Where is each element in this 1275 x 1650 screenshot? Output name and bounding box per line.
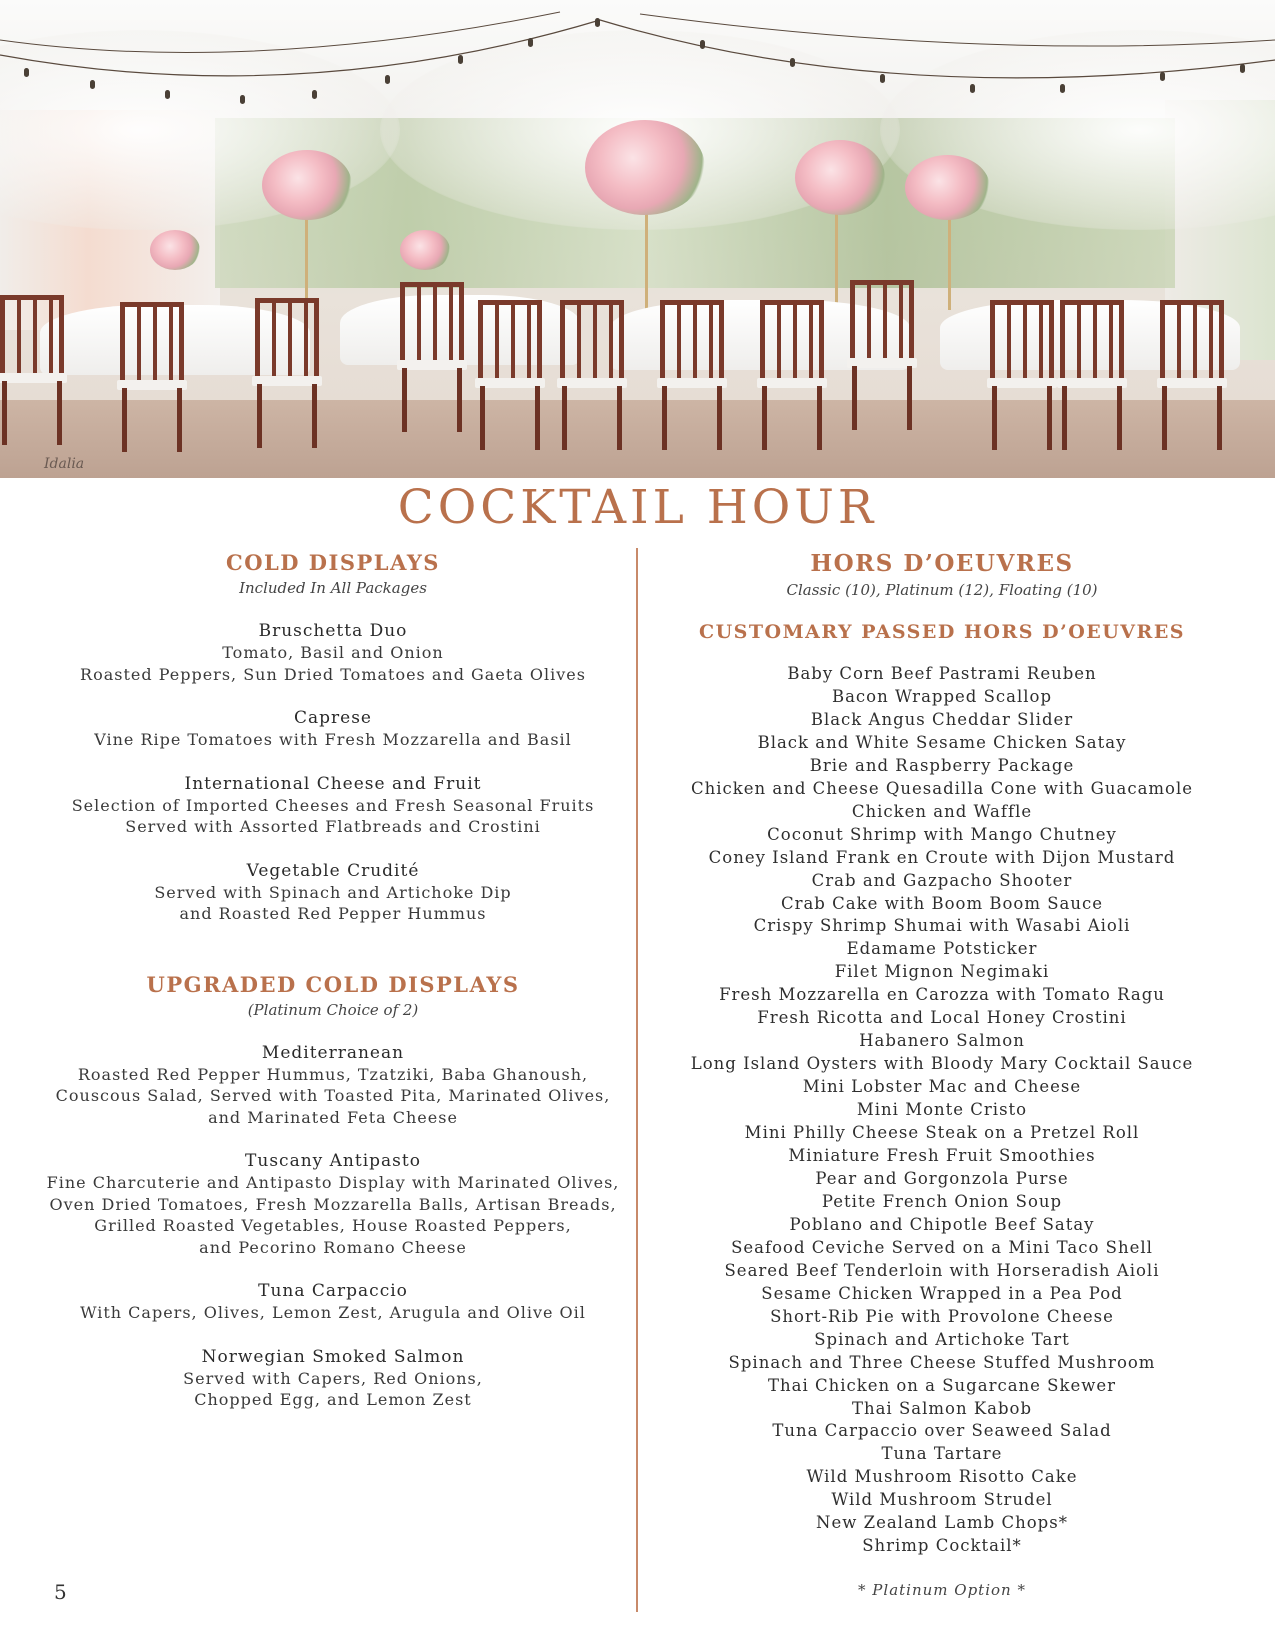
list-item: Thai Salmon Kabob bbox=[851, 1398, 1033, 1418]
right-column bbox=[650, 548, 1234, 1558]
menu-item-description: Roasted Red Pepper Hummus, Tzatziki, Baba Ghanoush, bbox=[77, 1064, 589, 1084]
menu-item-name: Tuscany Antipasto bbox=[245, 1151, 421, 1171]
light-bulb bbox=[1160, 72, 1165, 81]
list-item: Seafood Ceviche Served on a Mini Taco Shell bbox=[731, 1237, 1153, 1257]
floral-centerpiece bbox=[905, 155, 990, 220]
list-item: Baby Corn Beef Pastrami Reuben bbox=[787, 664, 1097, 683]
chiavari-chair bbox=[560, 300, 624, 450]
list-item: Black and White Sesame Chicken Satay bbox=[757, 732, 1127, 752]
chiavari-chair bbox=[120, 302, 184, 452]
chiavari-chair bbox=[660, 300, 724, 450]
light-bulb bbox=[790, 58, 795, 67]
menu-item-description: Fine Charcuterie and Antipasto Display with Marinated Olives, bbox=[46, 1173, 620, 1192]
list-item: Wild Mushroom Risotto Cake bbox=[806, 1467, 1078, 1487]
menu-item-description: and Roasted Red Pepper Hummus bbox=[179, 904, 487, 923]
menu-item-name: Norwegian Smoked Salmon bbox=[201, 1346, 465, 1367]
menu-item-description: Grilled Roasted Vegetables, House Roasted Peppers, bbox=[94, 1216, 572, 1235]
chiavari-chair bbox=[478, 300, 542, 450]
menu-item-description: Couscous Salad, Served with Toasted Pita, Marinated Olives, bbox=[55, 1086, 611, 1105]
light-bulb bbox=[595, 18, 600, 27]
list-item: Edamame Potsticker bbox=[846, 939, 1038, 959]
menu-item bbox=[40, 774, 626, 838]
list-item: Seared Beef Tenderloin with Horseradish Aioli bbox=[724, 1260, 1160, 1280]
menu-item bbox=[40, 861, 626, 925]
menu-item-name: International Cheese and Fruit bbox=[184, 773, 482, 794]
upgraded-cold-displays-subheading: (Platinum Choice of 2) bbox=[247, 1000, 419, 1019]
list-item: Brie and Raspberry Package bbox=[809, 755, 1075, 775]
hors-doeuvres-heading: HORS D’OEUVRES bbox=[810, 550, 1074, 577]
upgraded-cold-displays-heading: UPGRADED COLD DISPLAYS bbox=[146, 971, 520, 997]
platinum-footnote: * Platinum Option * bbox=[858, 1581, 1026, 1599]
menu-item bbox=[40, 1151, 626, 1258]
centerpiece-stand bbox=[645, 200, 648, 310]
list-item: Poblano and Chipotle Beef Satay bbox=[789, 1214, 1095, 1234]
chiavari-chair bbox=[255, 298, 319, 448]
menu-item bbox=[40, 1043, 626, 1129]
list-item: Long Island Oysters with Bloody Mary Cocktail Sauce bbox=[690, 1054, 1194, 1074]
cold-displays-list bbox=[40, 621, 626, 925]
list-item: Mini Monte Cristo bbox=[856, 1100, 1028, 1120]
light-bulb bbox=[880, 74, 885, 83]
menu-item-description: and Pecorino Romano Cheese bbox=[199, 1237, 467, 1257]
list-item: Pear and Gorgonzola Purse bbox=[815, 1168, 1069, 1188]
list-item: Sesame Chicken Wrapped in a Pea Pod bbox=[761, 1283, 1123, 1303]
light-bulb bbox=[24, 68, 29, 77]
chiavari-chair bbox=[760, 300, 824, 450]
list-item: Petite French Onion Soup bbox=[821, 1191, 1063, 1211]
list-item: Mini Philly Cheese Steak on a Pretzel Roll bbox=[744, 1123, 1140, 1143]
page-number: 5 bbox=[54, 1580, 67, 1604]
menu-item-description: Selection of Imported Cheeses and Fresh Seasonal Fruits bbox=[71, 795, 595, 815]
cold-displays-subheading: Included In All Packages bbox=[239, 579, 427, 597]
list-item: Spinach and Three Cheese Stuffed Mushroom bbox=[728, 1352, 1156, 1372]
menu-item-description: Served with Spinach and Artichoke Dip bbox=[154, 882, 512, 902]
menu-item-name: Tuna Carpaccio bbox=[258, 1281, 408, 1301]
passed-hors-doeuvres-list bbox=[650, 663, 1234, 1558]
light-bulb bbox=[458, 55, 463, 64]
hero-photo bbox=[0, 0, 1275, 478]
light-bulb bbox=[1240, 64, 1245, 73]
light-bulb bbox=[1060, 84, 1065, 93]
cold-displays-heading: COLD DISPLAYS bbox=[226, 550, 440, 575]
menu-item bbox=[40, 708, 626, 751]
floral-centerpiece bbox=[585, 120, 705, 215]
list-item: Spinach and Artichoke Tart bbox=[814, 1329, 1070, 1349]
list-item: Miniature Fresh Fruit Smoothies bbox=[788, 1146, 1096, 1166]
light-bulb bbox=[700, 40, 705, 49]
menu-item-name: Vegetable Crudité bbox=[246, 860, 420, 881]
menu-item-description: Oven Dried Tomatoes, Fresh Mozzarella Balls, Artisan Breads, bbox=[49, 1194, 617, 1214]
list-item: Mini Lobster Mac and Cheese bbox=[802, 1077, 1082, 1097]
list-item: Tuna Tartare bbox=[881, 1444, 1003, 1464]
menu-item bbox=[40, 1347, 626, 1411]
list-item: Short-Rib Pie with Provolone Cheese bbox=[770, 1306, 1114, 1326]
floral-centerpiece bbox=[150, 230, 200, 270]
menu-item bbox=[40, 1281, 626, 1324]
floral-centerpiece bbox=[262, 150, 352, 220]
chiavari-chair bbox=[990, 300, 1054, 450]
passed-hors-doeuvres-heading: CUSTOMARY PASSED HORS D’OEUVRES bbox=[698, 621, 1186, 643]
menu-item-description: With Capers, Olives, Lemon Zest, Arugula and Olive Oil bbox=[80, 1303, 586, 1322]
list-item: Black Angus Cheddar Slider bbox=[810, 709, 1074, 729]
light-bulb bbox=[165, 90, 170, 99]
list-item: Shrimp Cocktail* bbox=[862, 1536, 1022, 1556]
light-bulb bbox=[90, 80, 95, 89]
list-item: Crab Cake with Boom Boom Sauce bbox=[780, 893, 1104, 913]
page-title: COCKTAIL HOUR bbox=[397, 480, 878, 535]
list-item: Habanero Salmon bbox=[859, 1031, 1025, 1051]
light-bulb bbox=[385, 75, 390, 84]
menu-item-description: Chopped Egg, and Lemon Zest bbox=[194, 1390, 472, 1409]
chiavari-chair bbox=[400, 282, 464, 432]
light-bulb bbox=[312, 90, 317, 99]
chiavari-chair bbox=[0, 295, 64, 445]
menu-item-description: Vine Ripe Tomatoes with Fresh Mozzarella and Basil bbox=[94, 730, 572, 749]
menu-item-description: Served with Capers, Red Onions, bbox=[183, 1368, 483, 1388]
floral-centerpiece bbox=[400, 230, 450, 270]
list-item: Wild Mushroom Strudel bbox=[831, 1490, 1053, 1510]
menu-item-name: Bruschetta Duo bbox=[258, 621, 408, 641]
list-item: Coney Island Frank en Croute with Dijon Mustard bbox=[708, 847, 1176, 867]
list-item: Coconut Shrimp with Mango Chutney bbox=[767, 824, 1117, 844]
photo-credit: Idalia bbox=[44, 456, 85, 472]
list-item: Tuna Carpaccio over Seaweed Salad bbox=[772, 1421, 1112, 1441]
column-divider bbox=[636, 548, 638, 1612]
upgraded-cold-displays-list bbox=[40, 1043, 626, 1411]
menu-item-description: Roasted Peppers, Sun Dried Tomatoes and Gaeta Olives bbox=[80, 664, 586, 684]
menu-item-description: Served with Assorted Flatbreads and Crostini bbox=[125, 817, 541, 836]
chiavari-chair bbox=[1160, 300, 1224, 450]
string-lights bbox=[0, 0, 1275, 120]
list-item: Chicken and Cheese Quesadilla Cone with Guacamole bbox=[690, 778, 1194, 798]
list-item: New Zealand Lamb Chops* bbox=[816, 1513, 1068, 1533]
chiavari-chair bbox=[1060, 300, 1124, 450]
menu-item-name: Caprese bbox=[294, 708, 372, 728]
list-item: Chicken and Waffle bbox=[851, 801, 1033, 821]
centerpiece-stand bbox=[835, 200, 838, 310]
list-item: Crispy Shrimp Shumai with Wasabi Aioli bbox=[753, 916, 1131, 936]
list-item: Filet Mignon Negimaki bbox=[834, 962, 1050, 982]
menu-item-description: and Marinated Feta Cheese bbox=[208, 1107, 458, 1127]
light-bulb bbox=[240, 95, 245, 104]
chiavari-chair bbox=[850, 280, 914, 430]
list-item: Fresh Mozzarella en Carozza with Tomato Ragu bbox=[719, 985, 1165, 1005]
list-item: Crab and Gazpacho Shooter bbox=[811, 870, 1073, 890]
light-bulb bbox=[970, 84, 975, 93]
left-column bbox=[40, 548, 626, 1411]
menu-item-description: Tomato, Basil and Onion bbox=[222, 643, 444, 662]
light-bulb bbox=[528, 38, 533, 47]
hors-doeuvres-subheading: Classic (10), Platinum (12), Floating (10) bbox=[786, 581, 1098, 599]
menu-item bbox=[40, 621, 626, 685]
list-item: Fresh Ricotta and Local Honey Crostini bbox=[757, 1008, 1127, 1028]
menu-item-name: Mediterranean bbox=[261, 1042, 405, 1063]
list-item: Thai Chicken on a Sugarcane Skewer bbox=[767, 1375, 1117, 1395]
list-item: Bacon Wrapped Scallop bbox=[831, 686, 1053, 706]
floral-centerpiece bbox=[795, 140, 885, 215]
